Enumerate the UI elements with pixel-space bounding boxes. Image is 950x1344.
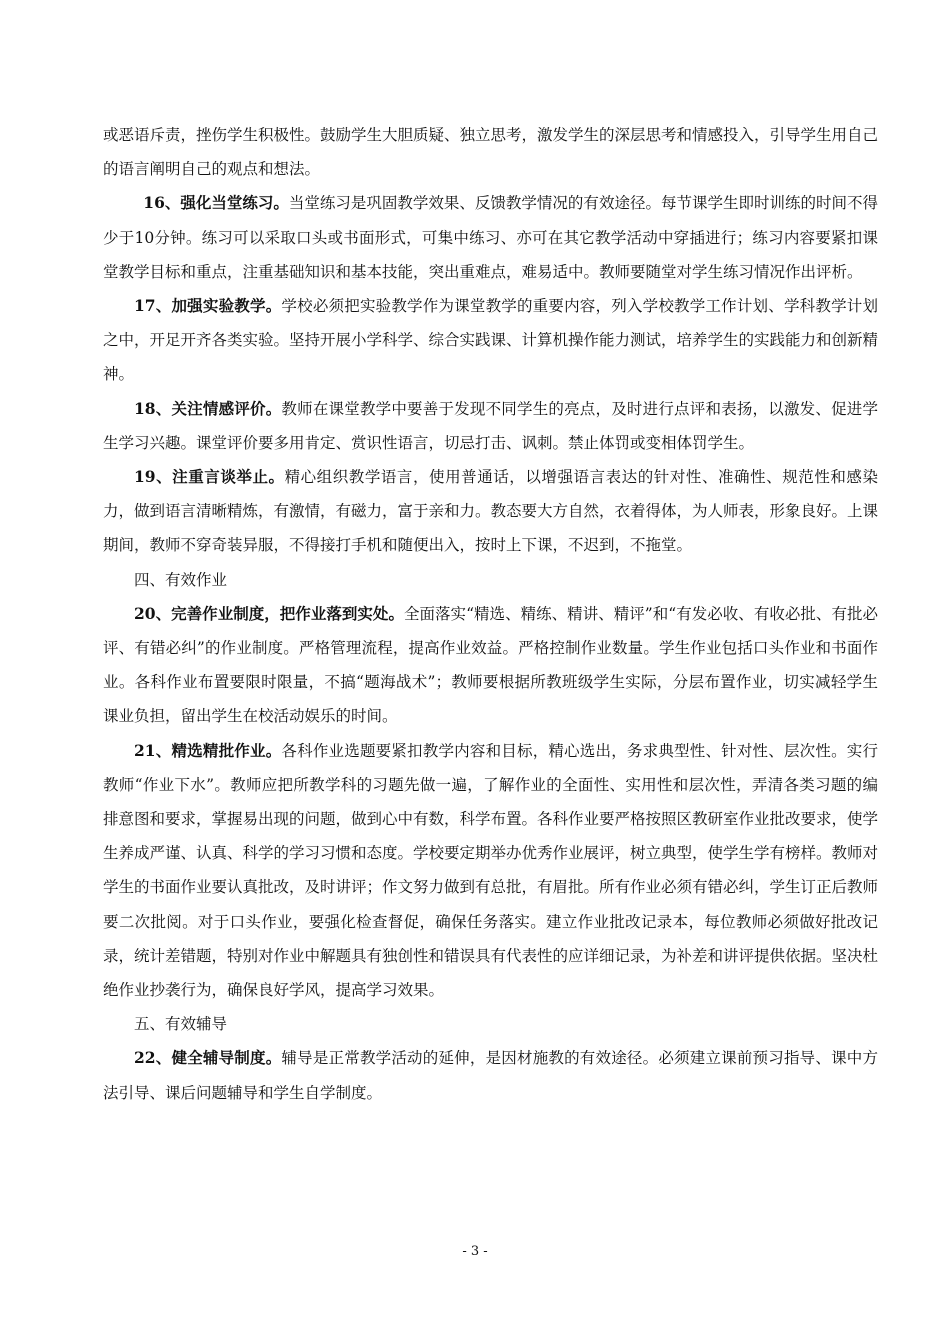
paragraph-lead: 19、注重言谈举止。 — [134, 467, 285, 487]
paragraph-text: 各科作业选题要紧扣教学内容和目标，精心选出，务求典型性、针对性、层次性。实行教师“作业下水”。教师应把所教学科的习题先做一遍，了解作业的全面性、实用性和层次性，弄清各类习题的编排意图和要求，掌握易出现的问题，做到心中有数，科学布置。各科作业要严格按照区教研室作业批改要求，使学生养成严谨、认真、科学的学习习惯和态度。学校要定期举办优秀作业展评，树立典型，使学生学有榜样。教师对学生的书面作业要认真批改，及时讲评；作文努力做到有总批，有眉批。所有作业必须有错必纠，学生订正后教师要二次批阅。对于口头作业，要强化检查督促，确保任务落实。建立作业批改记录本，每位教师必须做好批改记录，统计差错题，特别对作业中解题具有独创性和错误具有代表性的应详细记录，为补差和讲评提供依据。坚决杜绝作业抄袭行为，确保良好学风，提高学习效果。 — [103, 741, 879, 1000]
paragraph-16 — [103, 186, 878, 289]
paragraph-text: 全面落实“精选、精练、精讲、精评”和“有发必收、有收必批、有批必评、有错必纠”的作业制度。严格管理流程，提高作业效益。严格控制作业数量。学生作业包括口头作业和书面作业。各科作业布置要限时限量，不搞“题海战术”；教师要根据所教班级学生实际，分层布置作业，切实减轻学生课业负担，留出学生在校活动娱乐的时间。 — [103, 604, 878, 726]
paragraph-17 — [103, 289, 878, 392]
page-number: - 3 - — [462, 1244, 488, 1259]
paragraph-text: 精心组织教学语言，使用普通话，以增强语言表达的针对性、准确性、规范性和感染力，做到语言清晰精炼，有激情，有磁力，富于亲和力。教态要大方自然，衣着得体，为人师表，形象良好。上课期间，教师不穿奇装异服，不得接打手机和随便出入，按时上下课，不迟到，不拖堂。 — [103, 468, 879, 555]
paragraph-lead: 16、强化当堂练习。 — [143, 193, 289, 213]
paragraph-lead: 18、关注情感评价。 — [134, 398, 282, 418]
document-body — [103, 118, 878, 1110]
paragraph-20 — [103, 597, 878, 734]
paragraph-text: 辅导是正常教学活动的延伸，是因材施教的有效途径。必须建立课前预习指导、课中方法引导、课后问题辅导和学生自学制度。 — [103, 1049, 878, 1102]
paragraph-lead: 17、加强实验教学。 — [134, 296, 282, 316]
paragraph-text: 学校必须把实验教学作为课堂教学的重要内容，列入学校教学工作计划、学科教学计划之中，开足开齐各类实验。坚持开展小学科学、综合实践课、计算机操作能力测试，培养学生的实践能力和创新精神。 — [103, 297, 879, 384]
paragraph-continuation — [103, 118, 878, 186]
paragraph-lead: 22、健全辅导制度。 — [134, 1048, 282, 1068]
section-heading-homework: 四、有效作业 — [134, 570, 228, 589]
paragraph-lead: 20、完善作业制度，把作业落到实处。 — [134, 603, 404, 623]
paragraph-text: 教师在课堂教学中要善于发现不同学生的亮点，及时进行点评和表扬，以激发、促进学生学习兴趣。课堂评价要多用肯定、赏识性语言，切忌打击、讽刺。禁止体罚或变相体罚学生。 — [103, 399, 878, 452]
paragraph-22 — [103, 1041, 878, 1109]
paragraph-19 — [103, 460, 878, 563]
section-heading-tutoring: 五、有效辅导 — [134, 1015, 228, 1034]
paragraph-21 — [103, 734, 878, 1008]
paragraph-text: 或恶语斥责，挫伤学生积极性。鼓励学生大胆质疑、独立思考，激发学生的深层思考和情感投入，引导学生用自己的语言阐明自己的观点和想法。 — [103, 126, 879, 179]
paragraph-18 — [103, 392, 878, 460]
paragraph-text: 当堂练习是巩固教学效果、反馈教学情况的有效途径。每节课学生即时训练的时间不得少于10分钟。练习可以采取口头或书面形式，可集中练习、亦可在其它教学活动中穿插进行；练习内容要紧扣课堂教学目标和重点，注重基础知识和基本技能，突出重难点，难易适中。教师要随堂对学生练习情况作出评析。 — [103, 194, 878, 281]
paragraph-lead: 21、精选精批作业。 — [134, 740, 282, 760]
